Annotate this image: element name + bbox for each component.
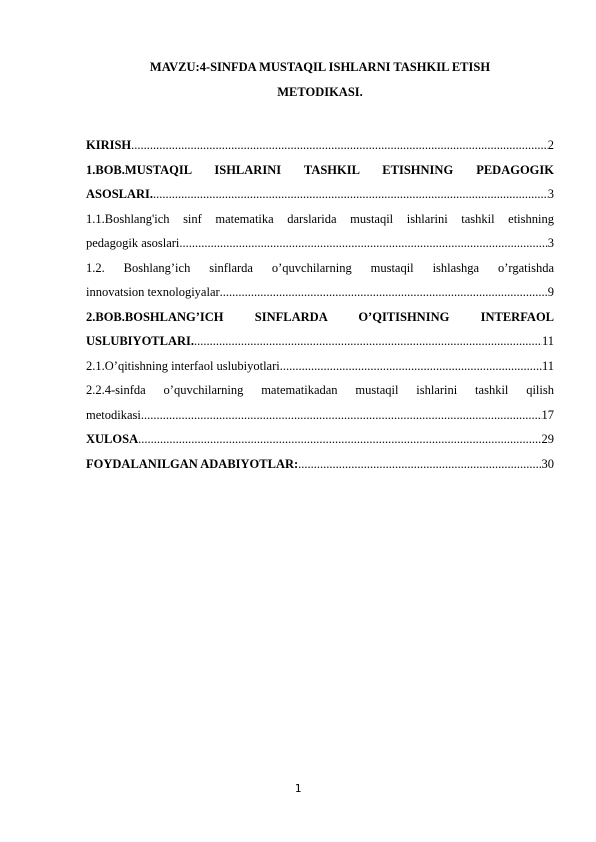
toc-entry-bob2-line1: 2.BOB.BOSHLANG’ICH SINFLARDA O’QITISHNING INTERFAOL xyxy=(86,309,554,324)
toc-entry-1-2 xyxy=(86,280,554,305)
toc-page-number: 29 xyxy=(541,432,554,446)
dot-leader xyxy=(280,354,542,379)
toc-entry-bob1 xyxy=(86,182,554,207)
toc-page-number: 30 xyxy=(541,456,554,471)
dot-leader xyxy=(138,427,541,452)
toc-entry-adabiyotlar xyxy=(86,452,554,477)
dot-leader xyxy=(298,452,541,477)
dot-leader xyxy=(220,280,548,305)
toc-entry-label: innovatsion texnologiyalar xyxy=(86,285,220,299)
toc-entry-label: KIRISH xyxy=(86,138,132,152)
toc-page-number: 11 xyxy=(541,358,554,373)
toc-entry-2-2 xyxy=(86,403,554,428)
toc-page-number: 9 xyxy=(547,285,554,299)
toc-entry-label: ASOSLARI. xyxy=(86,187,154,201)
toc-entry-label: metodikasi xyxy=(86,407,141,422)
toc-page-number: 3 xyxy=(547,236,554,250)
toc-entry-kirish xyxy=(86,133,554,158)
toc-entry-label: pedagogik asoslari xyxy=(86,236,180,250)
title-line-2: METODIKASI. xyxy=(277,84,363,99)
toc-entry-1-2-line1: 1.2. Boshlang’ich sinflarda o’quvchilarning mustaqil ishlashga o’rgatishda xyxy=(86,260,554,275)
toc-page-number: 2 xyxy=(547,138,554,152)
toc-entry-2-1 xyxy=(86,354,554,379)
table-of-contents xyxy=(86,133,554,476)
toc-entry-label: 2.1.O’qitishning interfaol uslubiyotlari xyxy=(86,358,280,373)
toc-entry-1-1 xyxy=(86,231,554,256)
toc-entry-xulosa xyxy=(86,427,554,452)
toc-entry-bob1-line1: 1.BOB.MUSTAQIL ISHLARINI TASHKIL ETISHNING PEDAGOGIK xyxy=(86,162,554,177)
page-number: 1 xyxy=(294,782,302,795)
toc-page-number: 17 xyxy=(541,407,554,422)
toc-entry-label: FOYDALANILGAN ADABIYOTLAR: xyxy=(86,456,299,471)
toc-page-number: 3 xyxy=(547,187,554,201)
toc-entry-1-1-line1: 1.1.Boshlang'ich sinf matematika darslarida mustaqil ishlarini tashkil etishning xyxy=(86,211,554,226)
dot-leader xyxy=(131,133,548,158)
toc-page-number: 11 xyxy=(541,334,554,348)
toc-entry-label: XULOSA xyxy=(86,432,139,446)
toc-entry-bob2 xyxy=(86,329,554,354)
dot-leader xyxy=(153,182,548,207)
toc-entry-label: USLUBIYOTLARI. xyxy=(86,334,195,348)
dot-leader xyxy=(179,231,547,256)
dot-leader xyxy=(141,403,542,428)
title-line-1: MAVZU:4-SINFDA MUSTAQIL ISHLARNI TASHKIL ETISH xyxy=(149,60,491,74)
toc-entry-2-2-line1: 2.2.4-sinfda o’quvchilarning matematikadan mustaqil ishlarini tashkil qilish xyxy=(86,383,554,397)
document-title xyxy=(86,55,554,104)
dot-leader xyxy=(194,329,542,354)
